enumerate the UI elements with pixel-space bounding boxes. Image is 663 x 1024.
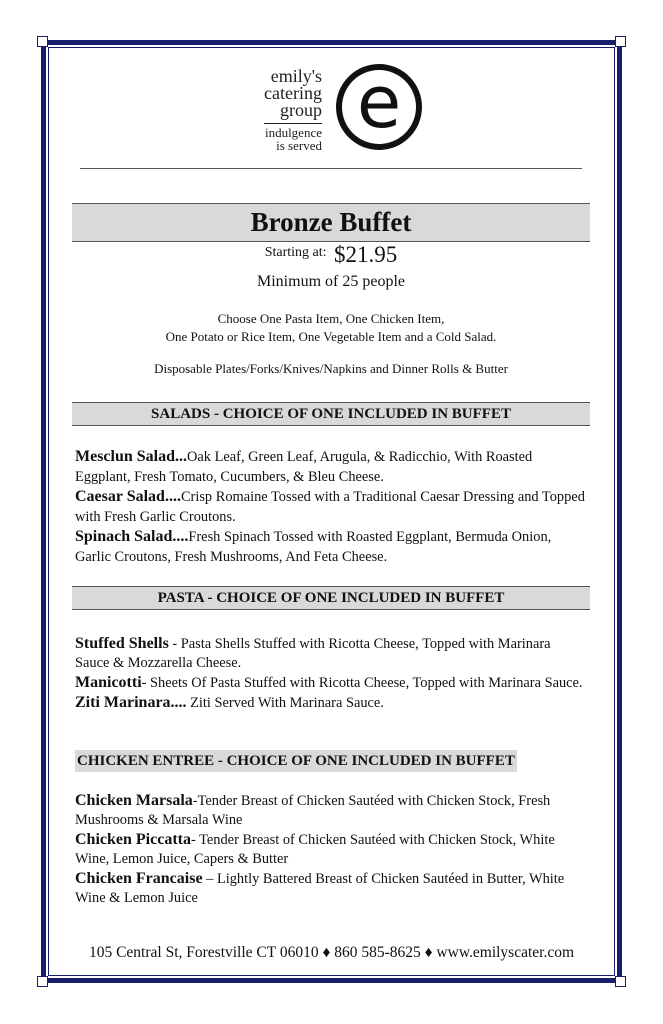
menu-item: [75, 830, 585, 869]
item-name: Spinach Salad....: [75, 528, 189, 545]
menu-item: [75, 869, 585, 908]
item-description: - Tender Breast of Chicken Sautéed with Chicken Stock, White Wine, Lemon Juice, Capers & Butter: [75, 832, 555, 867]
pasta-list: [75, 634, 585, 713]
item-description: Fresh Spinach Tossed with Roasted Eggplant, Bermuda Onion, Garlic Croutons, Fresh Mushrooms, And Feta Cheese.: [75, 529, 552, 565]
buffet-instructions: [72, 310, 590, 346]
salads-heading: SALADS - CHOICE OF ONE INCLUDED IN BUFFET: [72, 402, 590, 426]
price-line: [72, 242, 590, 268]
company-logo: [230, 62, 430, 162]
logo-wordmark: [264, 68, 322, 152]
item-name: Stuffed Shells: [75, 635, 169, 652]
item-name: Chicken Piccatta: [75, 831, 191, 848]
item-name: Manicotti: [75, 674, 142, 691]
corner-ornament: [37, 976, 48, 987]
item-name: Chicken Francaise: [75, 870, 203, 887]
item-description: Oak Leaf, Green Leaf, Arugula, & Radicchio, With Roasted Eggplant, Fresh Tomato, Cucumbers, & Bleu Cheese.: [75, 449, 533, 485]
starting-label: Starting at:: [264, 245, 327, 260]
chicken-heading: CHICKEN ENTREE - CHOICE OF ONE INCLUDED IN BUFFET: [75, 750, 517, 772]
logo-tagline: [264, 123, 322, 152]
header-divider: [80, 168, 582, 169]
menu-item: [75, 693, 585, 713]
item-name: Chicken Marsala: [75, 792, 193, 809]
instruction-line: One Potato or Rice Item, One Vegetable Item and a Cold Salad.: [165, 329, 497, 344]
menu-item: [75, 791, 585, 830]
item-description: - Pasta Shells Stuffed with Ricotta Cheese, Topped with Marinara Sauce & Mozzarella Cheese.: [75, 636, 551, 671]
menu-item: [75, 527, 585, 567]
corner-ornament: [37, 36, 48, 47]
corner-ornament: [615, 36, 626, 47]
item-description: – Lightly Battered Breast of Chicken Sautéed in Butter, White Wine & Lemon Juice: [75, 871, 565, 906]
salads-list: [75, 447, 585, 567]
menu-item: [75, 487, 585, 527]
contact-footer: 105 Central St, Forestville CT 06010 ♦ 860 585-8625 ♦ www.emilyscater.com: [88, 944, 575, 961]
item-name: Ziti Marinara....: [75, 694, 187, 711]
logo-tag-line: is served: [276, 138, 322, 153]
included-supplies: Disposable Plates/Forks/Knives/Napkins and Dinner Rolls & Butter: [154, 361, 508, 376]
minimum-guests: Minimum of 25 people: [257, 273, 405, 290]
instruction-line: Choose One Pasta Item, One Chicken Item,: [217, 311, 445, 326]
page-title: Bronze Buffet: [72, 203, 590, 242]
menu-item: [75, 673, 585, 693]
logo-emblem-icon: [336, 60, 422, 150]
item-description: - Sheets Of Pasta Stuffed with Ricotta Cheese, Topped with Marinara Sauce.: [141, 675, 583, 691]
item-description: -Tender Breast of Chicken Sautéed with Chicken Stock, Fresh Mushrooms & Marsala Wine: [75, 793, 551, 828]
logo-tag-line: indulgence: [264, 125, 322, 140]
item-name: Caesar Salad....: [75, 488, 181, 505]
logo-line: group: [280, 100, 322, 120]
pasta-heading: PASTA - CHOICE OF ONE INCLUDED IN BUFFET: [72, 586, 590, 610]
item-description: Crisp Romaine Tossed with a Traditional Caesar Dressing and Topped with Fresh Garlic Croutons.: [75, 489, 585, 525]
corner-ornament: [615, 976, 626, 987]
menu-item: [75, 634, 585, 673]
item-name: Mesclun Salad...: [75, 448, 188, 465]
price-value: $21.95: [334, 242, 398, 267]
menu-item: [75, 447, 585, 487]
chicken-list: [75, 791, 585, 908]
logo-line: emily's: [270, 66, 322, 86]
item-description: Ziti Served With Marinara Sauce.: [186, 695, 384, 711]
logo-line: catering: [264, 83, 322, 103]
logo-emblem-letter: e: [356, 60, 402, 144]
